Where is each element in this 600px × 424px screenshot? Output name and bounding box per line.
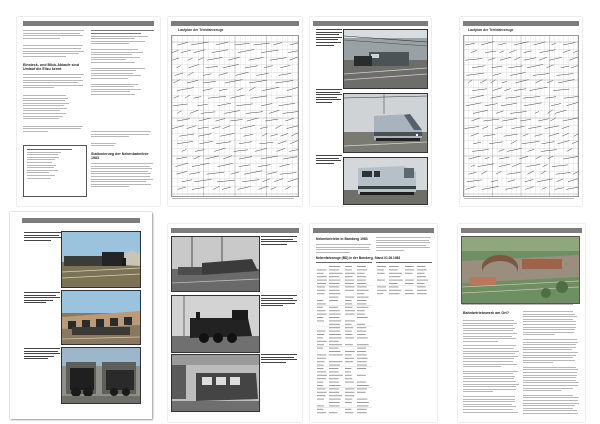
page-header [171, 228, 299, 233]
photo-bw-steam-loco[interactable] [171, 295, 260, 353]
page-header [22, 218, 140, 223]
photo-steam-train-1[interactable] [61, 231, 141, 288]
table-heading: Nebenfahrzeuge (BD) in der Bamberg, Stand 01.06.1983 [316, 256, 401, 260]
page-4[interactable] [460, 17, 582, 206]
section-heading: Einsteck- und Blick-Ablaufe sind Umlauf die Eilzu kennt [23, 63, 79, 72]
photo-caption-2 [316, 89, 342, 105]
photo-bw-station[interactable] [171, 236, 260, 292]
photo-electric-loco-3[interactable] [343, 157, 428, 205]
page-header [171, 21, 299, 26]
grid-title: Laufplan der Triebfahrzeuge [468, 28, 514, 32]
intro-text-right [376, 237, 432, 253]
photo-roundhouse[interactable] [61, 290, 141, 345]
section-heading: Nebenbetriebe in Bamberg 1983 [316, 237, 368, 241]
photo-bw-railcar[interactable] [171, 354, 260, 412]
page-1[interactable] [17, 17, 160, 206]
rolling-stock-table-2 [376, 262, 432, 297]
page-header [461, 228, 582, 233]
page-5[interactable] [10, 212, 152, 419]
page-header [313, 21, 428, 26]
body-text-left [463, 320, 519, 414]
page-2[interactable] [168, 17, 302, 206]
photo-electric-loco-2[interactable] [343, 93, 428, 153]
schedule-grid [171, 35, 299, 197]
page-header [313, 228, 434, 233]
photo-caption-1 [316, 29, 342, 47]
photo-caption-2 [261, 295, 297, 308]
grid-caption [172, 198, 296, 201]
body-text-right [523, 311, 579, 416]
photo-caption-3 [316, 155, 342, 165]
photo-caption-1 [24, 232, 62, 242]
photo-caption-3 [261, 354, 297, 364]
photo-caption [462, 304, 578, 307]
grid-caption [464, 198, 576, 201]
page-3[interactable] [310, 17, 431, 206]
photo-caption-2 [24, 292, 60, 305]
photo-aerial-depot[interactable] [461, 236, 580, 304]
photo-caption-1 [261, 236, 297, 246]
rolling-stock-table [316, 262, 372, 417]
page-8[interactable] [458, 224, 585, 422]
photo-caption-3 [24, 348, 60, 361]
schedule-grid [463, 35, 579, 197]
grid-title: Laufplan der Triebfahrzeuge [178, 28, 224, 32]
page-header [463, 21, 579, 26]
page-header [23, 21, 154, 26]
right-table [91, 30, 154, 129]
right-column-text [91, 131, 154, 189]
page-7[interactable] [310, 224, 437, 422]
info-box [23, 145, 87, 197]
photo-steam-shed[interactable] [61, 347, 141, 404]
section-heading: Bahnbetriebswerk am Ort? [463, 311, 509, 315]
page-6[interactable] [168, 224, 302, 422]
intro-text-left [316, 244, 372, 254]
section-heading-2: Stationierung der Nebenbahnlinie 1983 [91, 151, 149, 160]
left-column [23, 30, 85, 134]
photo-electric-loco-1[interactable] [343, 29, 428, 89]
